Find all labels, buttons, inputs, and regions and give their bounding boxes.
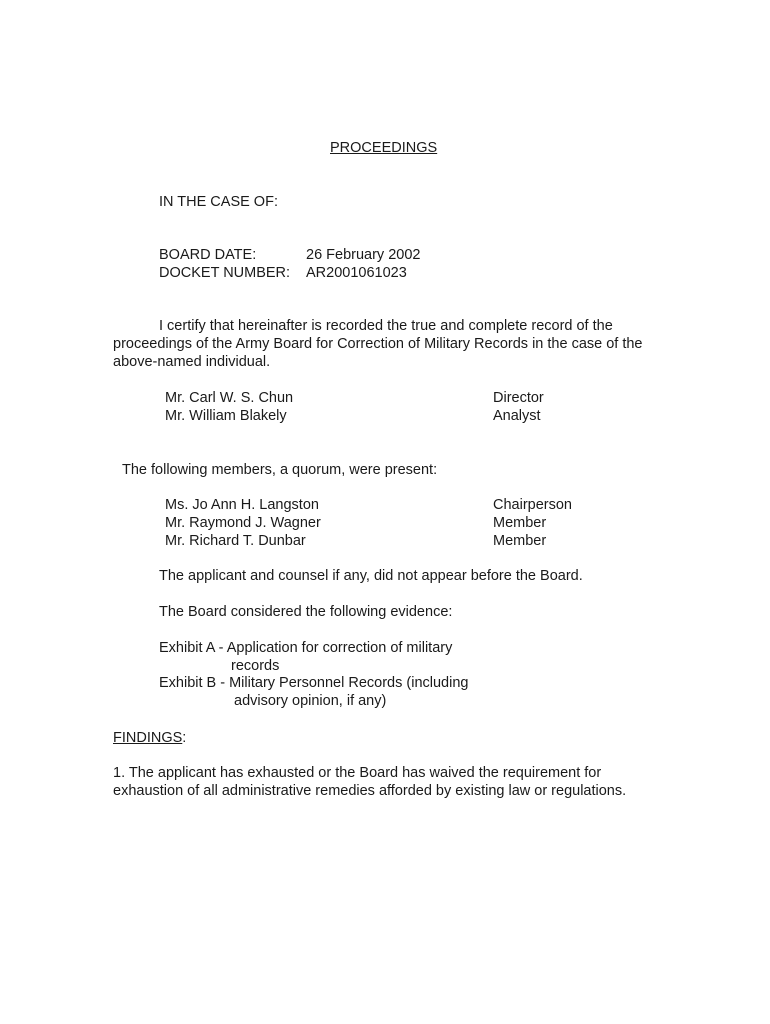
quorum-text: The following members, a quorum, were present: xyxy=(122,462,438,478)
board-date-label: BOARD DATE: xyxy=(159,247,257,263)
exhibit-a-line2: records xyxy=(231,658,280,674)
member-role: Member xyxy=(493,515,547,531)
page-title: PROCEEDINGS xyxy=(330,140,438,156)
findings-colon: : xyxy=(182,730,187,746)
docket-number-value: AR2001061023 xyxy=(306,265,407,281)
docket-number-label: DOCKET NUMBER: xyxy=(159,265,291,281)
finding-1-paragraph: 1. The applicant has exhausted or the Board has waived the requirement for exhaustion of all administrative remedies afforded by existing law or regulations. xyxy=(113,765,627,799)
findings-label: FINDINGS xyxy=(113,730,183,746)
exhibit-a-line1: Exhibit A - Application for correction of military xyxy=(159,640,453,656)
member-name: Mr. Richard T. Dunbar xyxy=(165,533,306,549)
member-name: Ms. Jo Ann H. Langston xyxy=(165,497,319,513)
member-name: Mr. Raymond J. Wagner xyxy=(165,515,321,531)
certify-paragraph: I certify that hereinafter is recorded the true and complete record of the proceedings of the Army Board for Correction of Military Records in the case of the above-named individual. xyxy=(113,318,643,370)
staff-name: Mr. William Blakely xyxy=(165,408,287,424)
evidence-intro: The Board considered the following evidence: xyxy=(159,604,453,620)
exhibit-b-line1: Exhibit B - Military Personnel Records (including xyxy=(159,675,469,691)
exhibit-b-line2: advisory opinion, if any) xyxy=(234,693,387,709)
member-role: Member xyxy=(493,533,547,549)
board-date-value: 26 February 2002 xyxy=(306,247,421,263)
staff-role: Analyst xyxy=(493,408,541,424)
findings-heading xyxy=(113,729,186,747)
staff-role: Director xyxy=(493,390,544,406)
staff-name: Mr. Carl W. S. Chun xyxy=(165,390,294,406)
appearance-text: The applicant and counsel if any, did not appear before the Board. xyxy=(159,568,583,584)
member-role: Chairperson xyxy=(493,497,572,513)
case-label: IN THE CASE OF: xyxy=(159,194,278,210)
